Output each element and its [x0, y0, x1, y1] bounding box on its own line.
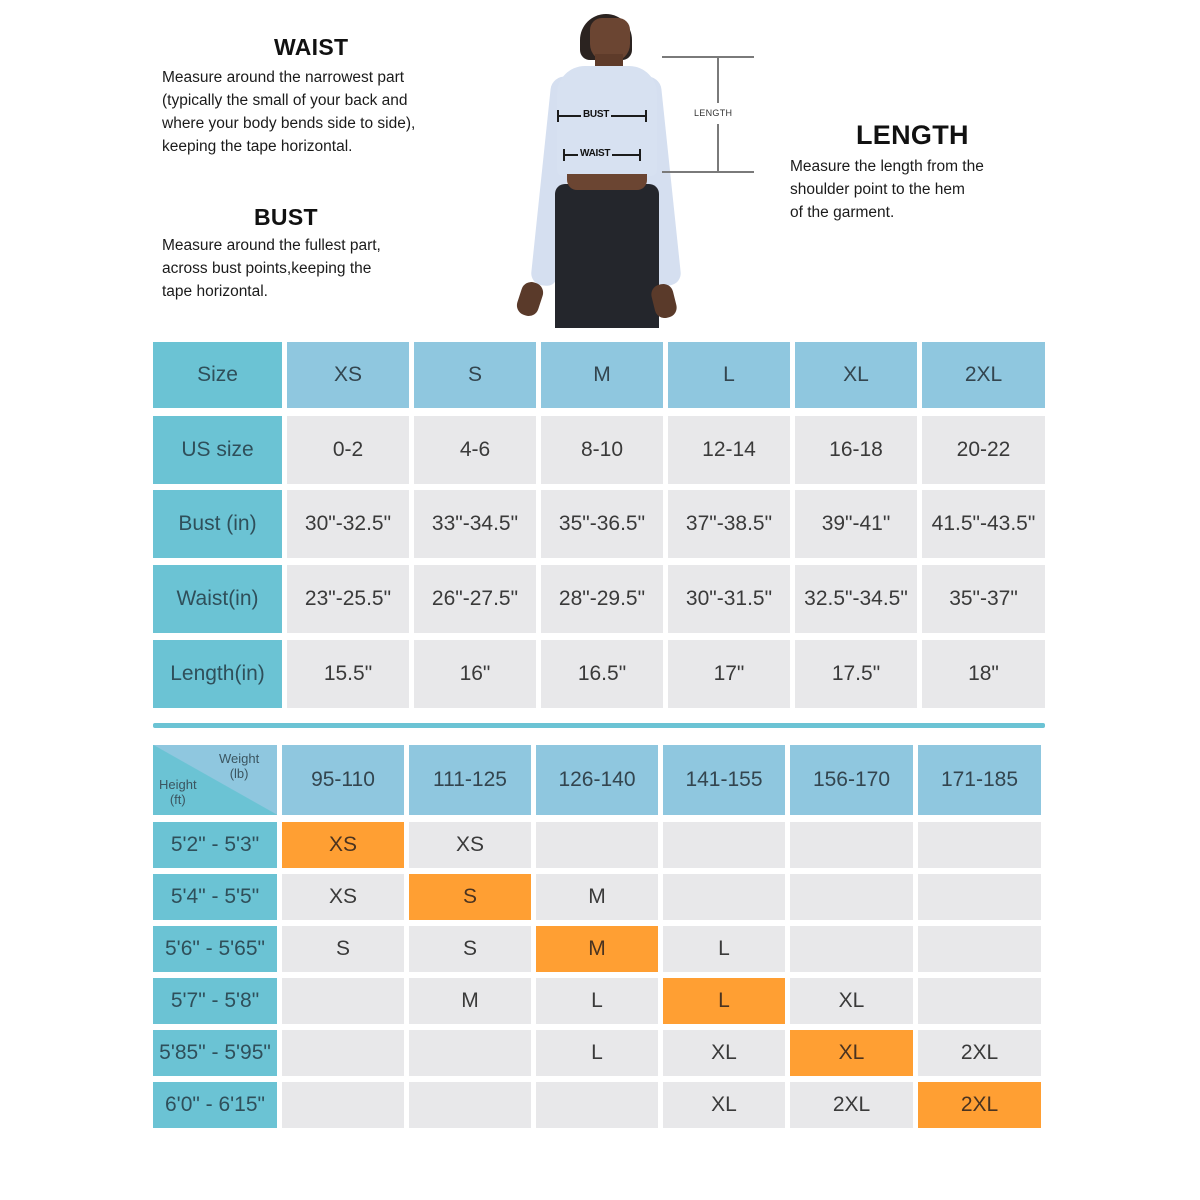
height-row-label: 6'0" - 6'15" [153, 1082, 277, 1128]
weight-unit: (lb) [229, 766, 249, 781]
model-figure [505, 14, 685, 328]
size-header-l: L [668, 342, 790, 408]
bust-line: across bust points,keeping the [162, 260, 372, 277]
height-row-label: 5'6" - 5'65" [153, 926, 277, 972]
bust-measure-label: BUST [583, 109, 610, 120]
weight-header: 95-110 [282, 745, 404, 815]
size-header-2xl: 2XL [922, 342, 1045, 408]
fit-cell [282, 1082, 404, 1128]
fit-cell [918, 926, 1041, 972]
size-header-xl: XL [795, 342, 917, 408]
size-header-xs: XS [287, 342, 409, 408]
table-cell: 33"-34.5" [414, 490, 536, 558]
length-top-line [662, 56, 754, 58]
bust-measure-line [557, 109, 647, 120]
fit-cell [790, 926, 913, 972]
table-cell: 23"-25.5" [287, 565, 409, 633]
table-cell: 16-18 [795, 416, 917, 484]
fit-cell-recommended: L [663, 978, 785, 1024]
height-row-label: 5'4" - 5'5" [153, 874, 277, 920]
bust-heading: BUST [254, 204, 318, 230]
fit-cell-recommended: M [536, 926, 658, 972]
table-cell: 17" [668, 640, 790, 708]
table-cell: 20-22 [922, 416, 1045, 484]
fit-cell-recommended: XL [790, 1030, 913, 1076]
weight-axis-label [219, 751, 259, 781]
fit-cell-recommended: 2XL [918, 1082, 1041, 1128]
fit-cell: 2XL [790, 1082, 913, 1128]
table-cell: 0-2 [287, 416, 409, 484]
fit-cell: XS [409, 822, 531, 868]
fit-cell: M [409, 978, 531, 1024]
fit-table-corner [153, 745, 277, 815]
table-cell: 18" [922, 640, 1045, 708]
table-cell: 15.5" [287, 640, 409, 708]
fit-cell [663, 874, 785, 920]
fit-cell [536, 822, 658, 868]
fit-cell: S [409, 926, 531, 972]
height-row-label: 5'85" - 5'95" [153, 1030, 277, 1076]
weight-header: 171-185 [918, 745, 1041, 815]
waist-heading: WAIST [274, 34, 349, 60]
table-cell: 30"-32.5" [287, 490, 409, 558]
fit-cell [918, 874, 1041, 920]
row-label-us-size: US size [153, 416, 282, 484]
fit-cell: M [536, 874, 658, 920]
table-cell: 39"-41" [795, 490, 917, 558]
size-header-s: S [414, 342, 536, 408]
table-cell: 37"-38.5" [668, 490, 790, 558]
table-cell: 26"-27.5" [414, 565, 536, 633]
height-row-label: 5'7" - 5'8" [153, 978, 277, 1024]
weight-label: Weight [219, 751, 260, 766]
table-cell: 35"-36.5" [541, 490, 663, 558]
fit-cell: 2XL [918, 1030, 1041, 1076]
fit-cell [282, 978, 404, 1024]
weight-header: 141-155 [663, 745, 785, 815]
fit-cell [790, 874, 913, 920]
height-label: Height [159, 777, 197, 792]
bust-line: Measure around the fullest part, [162, 237, 381, 254]
fit-cell [918, 822, 1041, 868]
fit-cell: XL [663, 1082, 785, 1128]
length-vertical-line [717, 57, 719, 103]
midriff [567, 174, 647, 190]
crop-top [557, 66, 657, 176]
fit-cell [663, 822, 785, 868]
weight-header: 156-170 [790, 745, 913, 815]
row-label-length: Length(in) [153, 640, 282, 708]
table-cell: 16" [414, 640, 536, 708]
length-vertical-line [717, 124, 719, 171]
length-bottom-line [662, 171, 754, 173]
table-cell: 8-10 [541, 416, 663, 484]
height-unit: (ft) [169, 792, 186, 807]
fit-cell [790, 822, 913, 868]
fit-cell [918, 978, 1041, 1024]
height-axis-label [159, 777, 197, 807]
fit-cell: XL [790, 978, 913, 1024]
table-cell: 35"-37" [922, 565, 1045, 633]
table-cell: 30"-31.5" [668, 565, 790, 633]
fit-cell-recommended: XS [282, 822, 404, 868]
waist-description [162, 66, 415, 158]
fit-cell: L [536, 978, 658, 1024]
table-cell: 28"-29.5" [541, 565, 663, 633]
table-cell: 41.5"-43.5" [922, 490, 1045, 558]
section-divider [153, 723, 1045, 728]
row-label-bust: Bust (in) [153, 490, 282, 558]
fit-cell: XL [663, 1030, 785, 1076]
table-cell: 16.5" [541, 640, 663, 708]
fit-cell [282, 1030, 404, 1076]
weight-header: 126-140 [536, 745, 658, 815]
table-cell: 32.5"-34.5" [795, 565, 917, 633]
fit-cell: XS [282, 874, 404, 920]
waist-measure-label: WAIST [580, 148, 611, 159]
fit-cell: L [663, 926, 785, 972]
weight-header: 111-125 [409, 745, 531, 815]
leggings [555, 184, 659, 328]
length-line: shoulder point to the hem [790, 181, 965, 198]
size-header-label: Size [153, 342, 282, 408]
size-header-m: M [541, 342, 663, 408]
fit-cell-recommended: S [409, 874, 531, 920]
table-cell: 17.5" [795, 640, 917, 708]
fit-cell: S [282, 926, 404, 972]
fit-cell [536, 1082, 658, 1128]
row-label-waist: Waist(in) [153, 565, 282, 633]
waist-line: (typically the small of your back and [162, 92, 408, 109]
height-row-label: 5'2" - 5'3" [153, 822, 277, 868]
left-hand [514, 279, 545, 318]
length-line: Measure the length from the [790, 158, 984, 175]
length-description [790, 155, 984, 224]
table-cell: 4-6 [414, 416, 536, 484]
waist-line: where your body bends side to side), [162, 115, 416, 132]
bust-description [162, 234, 381, 303]
waist-line: Measure around the narrowest part [162, 69, 405, 86]
table-cell: 12-14 [668, 416, 790, 484]
fit-cell [409, 1030, 531, 1076]
waist-measure-line [563, 148, 641, 159]
fit-cell [409, 1082, 531, 1128]
length-line: of the garment. [790, 204, 895, 221]
bust-line: tape horizontal. [162, 283, 268, 300]
waist-line: keeping the tape horizontal. [162, 138, 353, 155]
fit-cell: L [536, 1030, 658, 1076]
length-heading: LENGTH [856, 120, 969, 150]
length-diagram-label: LENGTH [694, 108, 733, 118]
